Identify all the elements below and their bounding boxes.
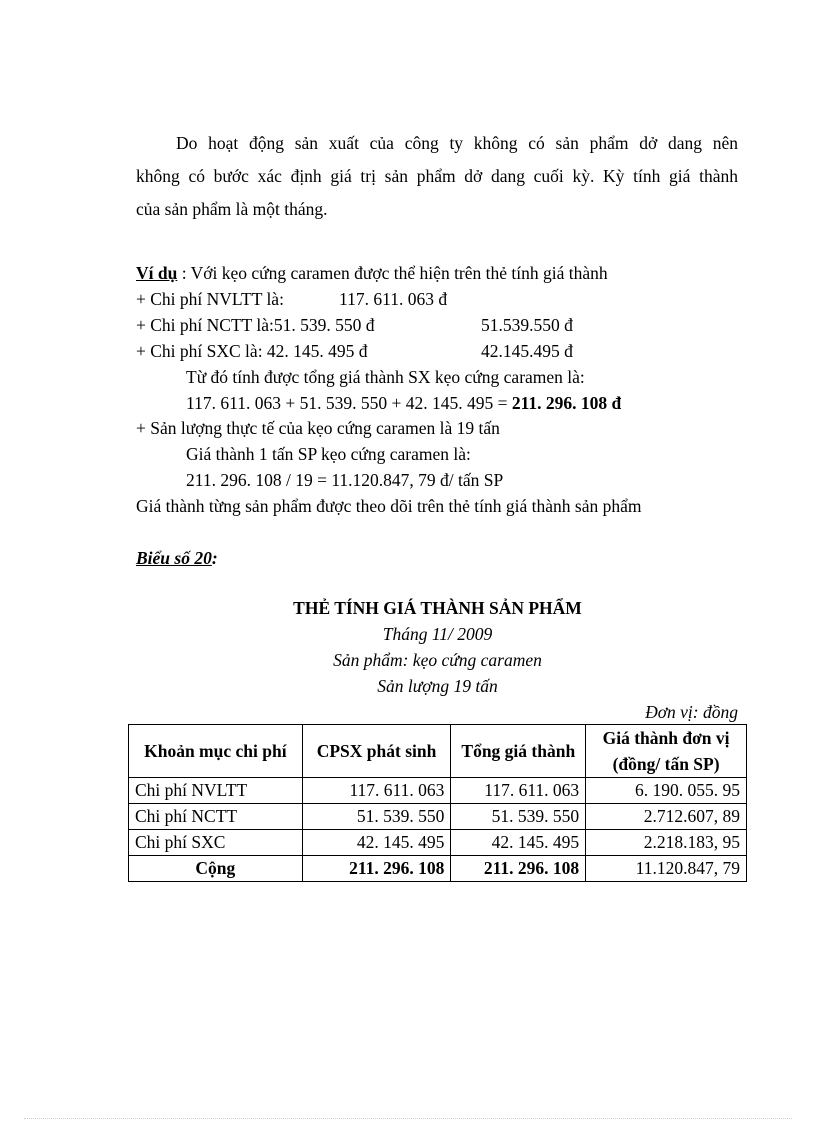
intro-line-3: của sản phẩm là một tháng. — [136, 199, 328, 219]
nctt-label: + Chi phí NCTT là:51. 539. 550 đ — [136, 315, 375, 335]
table-total-row — [129, 856, 747, 882]
row-total: 42. 145. 495 — [451, 830, 586, 856]
exhibit-number: Biểu số 20 — [136, 548, 212, 568]
unit-price-intro: Giá thành 1 tấn SP kẹo cứng caramen là: — [186, 444, 471, 464]
total-result: 211. 296. 108 đ — [511, 393, 622, 413]
row-unit: 6. 190. 055. 95 — [586, 778, 747, 804]
intro-line-1: Do hoạt động sản xuất của công ty không có sản phẩm dở dang nên — [176, 133, 738, 153]
header-unit-cost: Giá thành đơn vị (đồng/ tấn SP) — [586, 725, 747, 778]
total-label: Cộng — [129, 856, 303, 882]
row-unit: 2.218.183, 95 — [586, 830, 747, 856]
table-header-row — [129, 725, 747, 778]
row-incurred: 117. 611. 063 — [302, 778, 451, 804]
example-text: : Với kẹo cứng caramen được thể hiện trên thẻ tính giá thành — [177, 263, 608, 283]
total-formula-line — [186, 393, 621, 414]
card-product: Sản phẩm: kẹo cứng caramen — [333, 650, 542, 670]
sxc-value: 42.145.495 đ — [481, 341, 573, 361]
header-total-cost: Tổng giá thành — [451, 725, 586, 778]
row-total: 51. 539. 550 — [451, 804, 586, 830]
total-total: 211. 296. 108 — [451, 856, 586, 882]
header-incurred: CPSX phát sinh — [302, 725, 451, 778]
cost-table — [128, 724, 747, 882]
intro-line-2: không có bước xác định giá trị sản phẩm dở dang cuối kỳ. Kỳ tính giá thành — [136, 166, 738, 186]
output-line: + Sản lượng thực tế của kẹo cứng caramen là 19 tấn — [136, 418, 500, 438]
table-row — [129, 830, 747, 856]
row-incurred: 42. 145. 495 — [302, 830, 451, 856]
row-total: 117. 611. 063 — [451, 778, 586, 804]
total-formula: 117. 611. 063 + 51. 539. 550 + 42. 145. 495 = — [186, 393, 512, 413]
row-label: Chi phí NVLTT — [129, 778, 303, 804]
exhibit-label — [136, 548, 218, 569]
nvltt-label: + Chi phí NVLTT là: — [136, 289, 284, 309]
example-line — [136, 263, 608, 284]
total-intro: Từ đó tính được tổng giá thành SX kẹo cứng caramen là: — [186, 367, 585, 387]
nctt-value: 51.539.550 đ — [481, 315, 573, 335]
unit-price-formula: 211. 296. 108 / 19 = 11.120.847, 79 đ/ tấn SP — [186, 470, 504, 490]
card-title: THẺ TÍNH GIÁ THÀNH SẢN PHẨM — [293, 598, 582, 618]
example-label: Ví dụ — [136, 263, 178, 283]
card-month: Tháng 11/ 2009 — [382, 624, 493, 644]
page-bottom-divider — [24, 1118, 792, 1119]
card-quantity: Sản lượng 19 tấn — [377, 676, 498, 696]
row-incurred: 51. 539. 550 — [302, 804, 451, 830]
header-cost-item: Khoản mục chi phí — [129, 725, 303, 778]
row-label: Chi phí SXC — [129, 830, 303, 856]
total-incurred: 211. 296. 108 — [302, 856, 451, 882]
tracking-line: Giá thành từng sản phẩm được theo dõi trên thẻ tính giá thành sản phẩm — [136, 496, 642, 516]
table-row — [129, 778, 747, 804]
sxc-label: + Chi phí SXC là: 42. 145. 495 đ — [136, 341, 368, 361]
table-row — [129, 804, 747, 830]
nvltt-value: 117. 611. 063 đ — [339, 289, 448, 309]
total-unit: 11.120.847, 79 — [586, 856, 747, 882]
row-label: Chi phí NCTT — [129, 804, 303, 830]
exhibit-colon: : — [211, 548, 218, 568]
card-unit: Đơn vị: đồng — [645, 702, 738, 722]
row-unit: 2.712.607, 89 — [586, 804, 747, 830]
